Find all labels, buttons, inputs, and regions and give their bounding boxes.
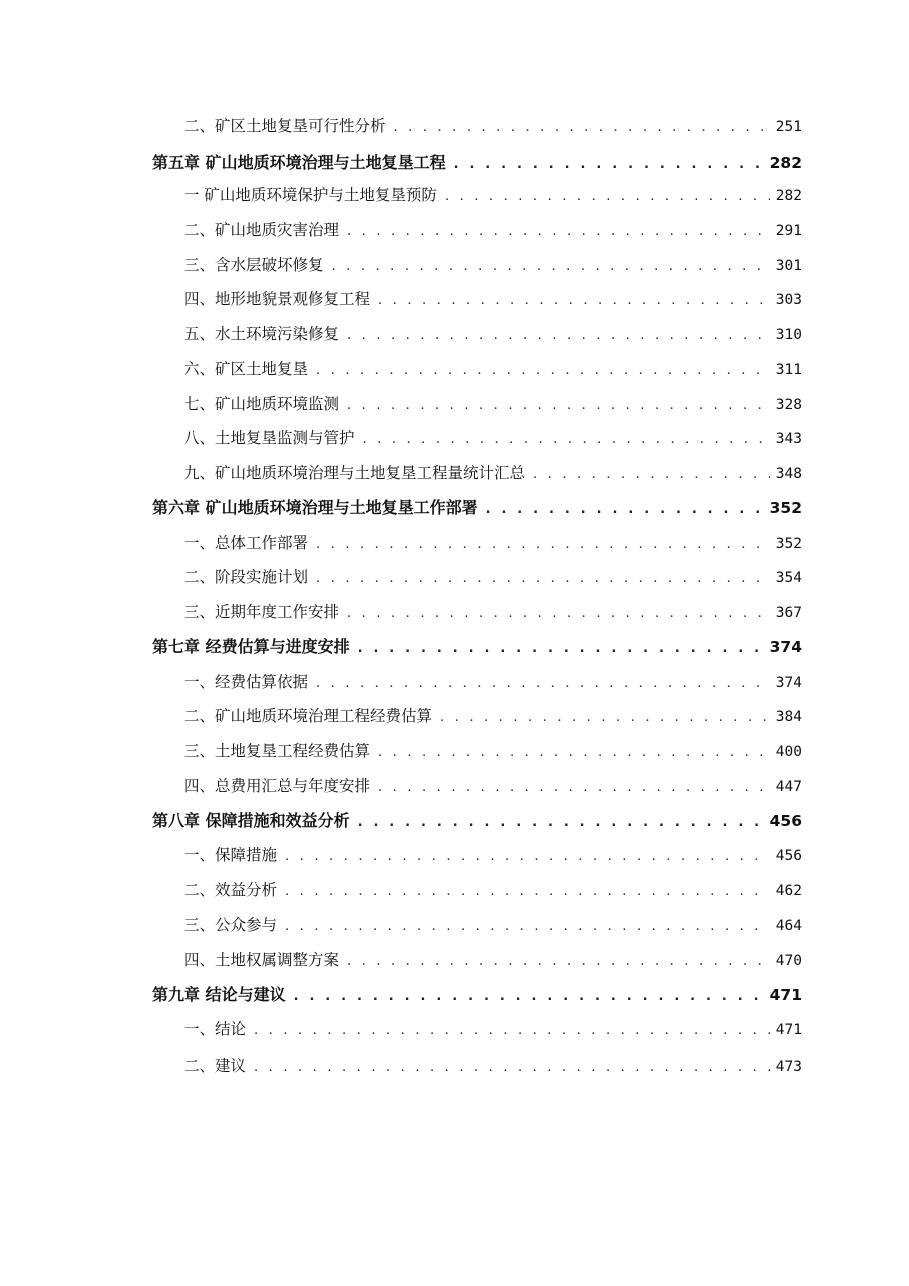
dot-leader xyxy=(378,780,770,795)
toc-entry-page: 384 xyxy=(775,709,802,725)
toc-entry-page: 367 xyxy=(775,605,802,621)
toc-entry-title: 二、建议 xyxy=(184,1057,247,1075)
dot-leader xyxy=(285,919,770,934)
toc-entry-title: 一 矿山地质环境保护与土地复垦预防 xyxy=(184,186,437,204)
toc-entry[interactable] xyxy=(184,183,802,205)
dot-leader xyxy=(316,571,770,586)
dot-leader xyxy=(347,398,770,413)
dot-leader xyxy=(347,606,770,621)
toc-entry-page: 473 xyxy=(775,1059,802,1075)
toc-entry[interactable] xyxy=(184,600,802,622)
toc-chapter-page: 352 xyxy=(769,499,802,517)
dot-leader xyxy=(363,432,770,447)
dot-leader xyxy=(294,989,764,1004)
toc-entry-title: 三、近期年度工作安排 xyxy=(184,603,340,621)
toc-entry[interactable] xyxy=(184,565,802,587)
toc-entry-title: 九、矿山地质环境治理与土地复垦工程量统计汇总 xyxy=(184,464,526,482)
dot-leader xyxy=(533,467,770,482)
toc-entry-page: 354 xyxy=(775,570,802,586)
toc-chapter-page: 282 xyxy=(769,154,802,172)
dot-leader xyxy=(254,1023,770,1038)
dot-leader xyxy=(316,363,770,378)
toc-chapter-page: 374 xyxy=(769,638,802,656)
toc-entry[interactable] xyxy=(184,531,802,553)
toc-entry-page: 471 xyxy=(775,1022,802,1038)
toc-entry-title: 二、矿山地质灾害治理 xyxy=(184,221,340,239)
toc-entry-page: 282 xyxy=(775,188,802,204)
dot-leader xyxy=(347,328,770,343)
toc-entry-title: 二、阶段实施计划 xyxy=(184,568,309,586)
toc-entry-title: 四、土地权属调整方案 xyxy=(184,951,340,969)
toc-entry[interactable] xyxy=(184,426,802,448)
toc-entry[interactable] xyxy=(184,253,802,275)
toc-entry-title: 四、地形地貌景观修复工程 xyxy=(184,290,371,308)
toc-entry-page: 374 xyxy=(775,675,802,691)
toc-entry[interactable] xyxy=(184,1017,802,1039)
toc-entry-page: 464 xyxy=(775,918,802,934)
dot-leader xyxy=(316,676,770,691)
dot-leader xyxy=(347,224,770,239)
dot-leader xyxy=(332,259,770,274)
dot-leader xyxy=(316,537,770,552)
toc-chapter-title: 第八章 保障措施和效益分析 xyxy=(152,811,350,830)
toc-entry-title: 二、效益分析 xyxy=(184,881,278,899)
dot-leader xyxy=(445,189,770,204)
toc-entry[interactable] xyxy=(184,357,802,379)
toc-chapter-title: 第七章 经费估算与进度安排 xyxy=(152,637,350,656)
toc-entry-title: 一、结论 xyxy=(184,1020,247,1038)
toc-entry-title: 三、含水层破坏修复 xyxy=(184,256,324,274)
dot-leader xyxy=(347,954,770,969)
toc-entry-page: 251 xyxy=(775,119,802,135)
toc-entry-page: 310 xyxy=(775,327,802,343)
toc-chapter-title: 第六章 矿山地质环境治理与土地复垦工作部署 xyxy=(152,498,478,517)
toc-entry-title: 一、经费估算依据 xyxy=(184,673,309,691)
toc-entry-title: 三、公众参与 xyxy=(184,916,278,934)
toc-entry-title: 六、矿区土地复垦 xyxy=(184,360,309,378)
toc-entry-title: 一、保障措施 xyxy=(184,846,278,864)
toc-entry[interactable] xyxy=(184,218,802,240)
toc-chapter[interactable] xyxy=(152,808,802,831)
toc-entry-title: 八、土地复垦监测与管护 xyxy=(184,429,355,447)
dot-leader xyxy=(254,1060,770,1075)
dot-leader xyxy=(358,641,764,656)
toc-entry[interactable] xyxy=(184,670,802,692)
toc-entry[interactable] xyxy=(184,913,802,935)
toc-entry-page: 343 xyxy=(775,431,802,447)
toc-entry-page: 462 xyxy=(775,883,802,899)
toc-entry[interactable] xyxy=(184,739,802,761)
toc-entry-page: 352 xyxy=(775,536,802,552)
dot-leader xyxy=(378,293,770,308)
toc-entry[interactable] xyxy=(184,843,802,865)
toc-entry-page: 328 xyxy=(775,397,802,413)
toc-entry[interactable] xyxy=(184,392,802,414)
toc-entry-page: 311 xyxy=(775,362,802,378)
toc-chapter[interactable] xyxy=(152,150,802,173)
toc-entry-page: 470 xyxy=(775,953,802,969)
toc-chapter-page: 456 xyxy=(769,812,802,830)
toc-entry-title: 三、土地复垦工程经费估算 xyxy=(184,742,371,760)
toc-entry[interactable] xyxy=(184,878,802,900)
toc-entry[interactable] xyxy=(184,114,802,136)
toc-entry-title: 五、水土环境污染修复 xyxy=(184,325,340,343)
toc-entry-title: 七、矿山地质环境监测 xyxy=(184,395,340,413)
toc-entry-page: 400 xyxy=(775,744,802,760)
toc-entry-page: 291 xyxy=(775,223,802,239)
toc-entry-title: 四、总费用汇总与年度安排 xyxy=(184,777,371,795)
toc-entry-title: 一、总体工作部署 xyxy=(184,534,309,552)
dot-leader xyxy=(358,815,764,830)
dot-leader xyxy=(454,157,764,172)
toc-entry[interactable] xyxy=(184,774,802,796)
dot-leader xyxy=(486,502,764,517)
toc-entry[interactable] xyxy=(184,948,802,970)
toc-chapter[interactable] xyxy=(152,634,802,657)
toc-entry-page: 447 xyxy=(775,779,802,795)
dot-leader xyxy=(285,849,770,864)
toc-chapter[interactable] xyxy=(152,495,802,518)
dot-leader xyxy=(285,884,770,899)
toc-chapter-title: 第九章 结论与建议 xyxy=(152,985,286,1004)
toc-entry[interactable] xyxy=(184,461,802,483)
dot-leader xyxy=(394,120,770,135)
toc-chapter[interactable] xyxy=(152,982,802,1005)
dot-leader xyxy=(440,710,770,725)
toc-entry-title: 二、矿山地质环境治理工程经费估算 xyxy=(184,707,433,725)
dot-leader xyxy=(378,745,770,760)
toc-entry[interactable] xyxy=(184,322,802,344)
toc-entry-page: 348 xyxy=(775,466,802,482)
toc-entry[interactable] xyxy=(184,704,802,726)
toc-entry[interactable] xyxy=(184,287,802,309)
toc-entry-page: 456 xyxy=(775,848,802,864)
toc-entry-page: 301 xyxy=(775,258,802,274)
toc-entry-title: 二、矿区土地复垦可行性分析 xyxy=(184,117,386,135)
toc-chapter-title: 第五章 矿山地质环境治理与土地复垦工程 xyxy=(152,153,446,172)
toc-chapter-page: 471 xyxy=(769,986,802,1004)
toc-entry-page: 303 xyxy=(775,292,802,308)
toc-entry[interactable] xyxy=(184,1054,802,1076)
